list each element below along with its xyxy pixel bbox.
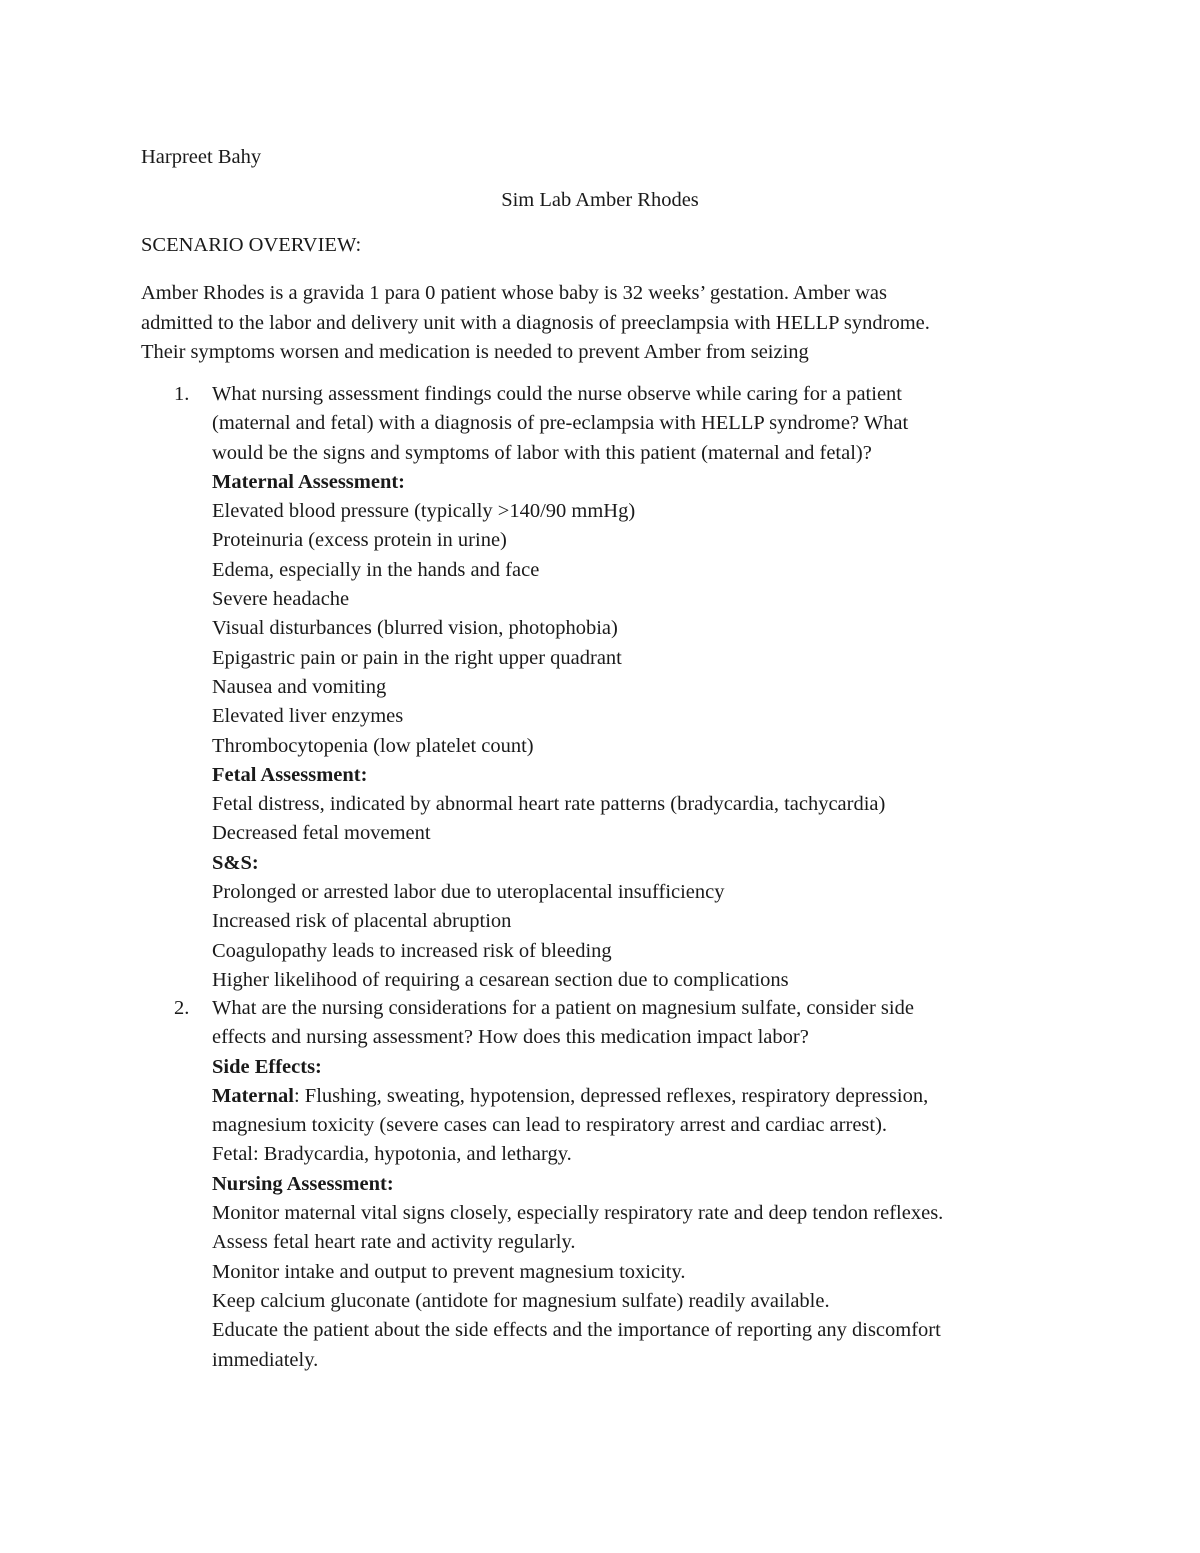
nursing-assessment-heading: Nursing Assessment:	[212, 1172, 394, 1195]
list-item: Visual disturbances (blurred vision, photophobia)	[212, 617, 618, 640]
document-title: Sim Lab Amber Rhodes	[501, 189, 699, 211]
scenario-paragraph	[141, 279, 1061, 368]
scenario-line: Amber Rhodes is a gravida 1 para 0 patient whose baby is 32 weeks’ gestation. Amber was	[141, 282, 887, 304]
question-content	[212, 380, 1092, 995]
list-item: Keep calcium gluconate (antidote for magnesium sulfate) readily available.	[212, 1289, 830, 1312]
list-item: Fetal distress, indicated by abnormal heart rate patterns (bradycardia, tachycardia)	[212, 793, 886, 816]
fetal-side-effects: Fetal: Bradycardia, hypotonia, and lethargy.	[212, 1143, 572, 1166]
scenario-line: admitted to the labor and delivery unit with a diagnosis of preeclampsia with HELLP syndrome.	[141, 311, 930, 334]
list-item: Epigastric pain or pain in the right upper quadrant	[212, 646, 622, 669]
author-name: Harpreet Bahy	[141, 146, 262, 168]
list-item: Nausea and vomiting	[212, 675, 387, 698]
list-item: Prolonged or arrested labor due to uteroplacental insufficiency	[212, 881, 725, 904]
list-item: Monitor intake and output to prevent magnesium toxicity.	[212, 1260, 686, 1283]
list-item: Thrombocytopenia (low platelet count)	[212, 734, 534, 757]
question-line: would be the signs and symptoms of labor with this patient (maternal and fetal)?	[212, 441, 872, 464]
maternal-label: Maternal	[212, 1084, 294, 1107]
maternal-side-effects	[212, 1082, 1092, 1111]
scenario-line: Their symptoms worsen and medication is needed to prevent Amber from seizing	[141, 341, 809, 363]
question-number: 2.	[174, 997, 190, 1019]
list-item: Elevated blood pressure (typically >140/90 mmHg)	[212, 500, 636, 523]
list-item: Assess fetal heart rate and activity regularly.	[212, 1231, 576, 1254]
list-item: Monitor maternal vital signs closely, especially respiratory rate and deep tendon reflexes.	[212, 1202, 944, 1225]
maternal-text-continued: magnesium toxicity (severe cases can lead to respiratory arrest and cardiac arrest).	[212, 1114, 888, 1137]
list-item: Proteinuria (excess protein in urine)	[212, 529, 507, 552]
list-item: Higher likelihood of requiring a cesarean section due to complications	[212, 968, 789, 991]
maternal-assessment-heading: Maternal Assessment:	[212, 470, 406, 493]
question-line: (maternal and fetal) with a diagnosis of pre-eclampsia with HELLP syndrome? What	[212, 412, 909, 435]
list-item: Severe headache	[212, 588, 350, 611]
list-item: Coagulopathy leads to increased risk of bleeding	[212, 939, 612, 962]
list-item: Educate the patient about the side effects and the importance of reporting any discomfort	[212, 1319, 941, 1342]
list-item: Edema, especially in the hands and face	[212, 558, 540, 581]
list-item: Increased risk of placental abruption	[212, 910, 512, 933]
list-item: immediately.	[212, 1348, 319, 1371]
list-item: Elevated liver enzymes	[212, 705, 404, 728]
side-effects-heading: Side Effects:	[212, 1055, 322, 1078]
question-number: 1.	[174, 383, 190, 405]
question-line: What nursing assessment findings could the nurse observe while caring for a patient	[212, 383, 902, 405]
question-line: What are the nursing considerations for a patient on magnesium sulfate, consider side	[212, 997, 914, 1019]
scenario-heading: SCENARIO OVERVIEW:	[141, 234, 362, 256]
question-line: effects and nursing assessment? How does this medication impact labor?	[212, 1026, 809, 1049]
list-item: Decreased fetal movement	[212, 822, 431, 845]
signs-symptoms-heading: S&S:	[212, 851, 259, 874]
fetal-assessment-heading: Fetal Assessment:	[212, 763, 368, 786]
question-content	[212, 994, 1092, 1375]
maternal-text: : Flushing, sweating, hypotension, depressed reflexes, respiratory depression,	[293, 1084, 929, 1107]
